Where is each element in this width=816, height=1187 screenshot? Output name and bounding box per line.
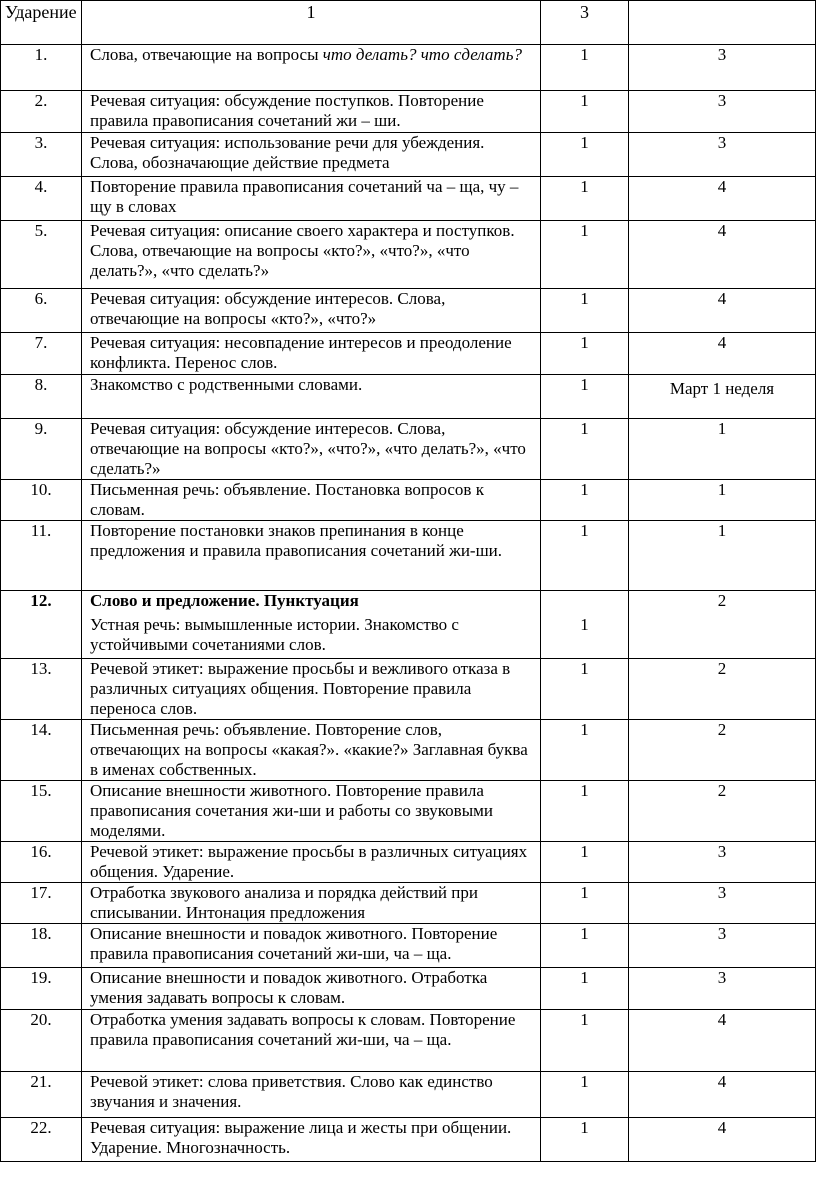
row-topic [82, 133, 541, 177]
row-week: 3 [629, 968, 816, 1010]
table-row-section [1, 591, 816, 659]
row-topic [82, 480, 541, 521]
row-week: 4 [629, 333, 816, 375]
table-row [1, 375, 816, 419]
row-number: 9. [1, 419, 82, 480]
row-hours: 1 [541, 177, 629, 221]
table-row [1, 1118, 816, 1162]
row-hours: 1 [541, 221, 629, 289]
topic-text: Повторение правила правописания сочетаний ча – ща, чу – щу в словах [90, 177, 519, 216]
table-row [1, 521, 816, 591]
row-hours: 1 [541, 924, 629, 968]
row-week: Март 1 неделя [629, 375, 816, 419]
row-number: 20. [1, 1010, 82, 1072]
table-row [1, 1010, 816, 1072]
row-topic: Речевой этикет: выражение просьбы в различных ситуациях общения. Ударение. [82, 842, 541, 883]
topic-text: Речевая ситуация: использование речи для убеждения. Слова, обозначающие действие предмета [90, 133, 485, 172]
row-number: 2. [1, 91, 82, 133]
row-week: 4 [629, 289, 816, 333]
table-row [1, 659, 816, 720]
row-hours: 1 [541, 1010, 629, 1072]
row-number: 13. [1, 659, 82, 720]
row-number: 15. [1, 781, 82, 842]
row-week: 4 [629, 177, 816, 221]
section-heading: Слово и предложение. Пунктуация [90, 591, 359, 610]
row-hours: 1 [541, 720, 629, 781]
table-row [1, 1072, 816, 1118]
row-number: 7. [1, 333, 82, 375]
table-row [1, 883, 816, 924]
row-hours: 1 [541, 659, 629, 720]
table-row [1, 133, 816, 177]
row-hours: 1 [541, 883, 629, 924]
row-hours: 1 [541, 333, 629, 375]
header-label: Ударение [5, 2, 77, 22]
row-week: 2 [629, 659, 816, 720]
header-label: 1 [306, 2, 316, 22]
table-row [1, 968, 816, 1010]
topic-text: Речевая ситуация: несовпадение интересов и преодоление конфликта. Перенос слов. [90, 333, 512, 372]
row-topic [82, 91, 541, 133]
row-week: 1 [629, 521, 816, 591]
row-week: 3 [629, 924, 816, 968]
row-hours: 1 [541, 133, 629, 177]
row-hours: 1 [541, 1072, 629, 1118]
row-number: 1. [1, 45, 82, 91]
row-week: 2 [629, 720, 816, 781]
topic-text: Слова, отвечающие на вопросы [90, 45, 323, 64]
topic-emphasis: что делать? что сделать? [322, 45, 522, 64]
row-hours: 1 [541, 289, 629, 333]
row-hours: 1 [541, 968, 629, 1010]
header-cell-empty [629, 1, 816, 45]
row-number: 11. [1, 521, 82, 591]
row-week: 1 [629, 419, 816, 480]
header-cell-3 [541, 1, 629, 45]
header-row [1, 1, 816, 45]
topic-text: Речевая ситуация: описание своего характера и поступков. Слова, отвечающие на вопросы «кто?», «что?», «что делать?», «что сделать?» [90, 221, 515, 280]
row-topic: Описание внешности и повадок животного. Повторение правила правописания сочетаний жи-ши, ча – ща. [82, 924, 541, 968]
row-week: 2 [629, 591, 816, 659]
row-topic [82, 419, 541, 480]
table-row [1, 781, 816, 842]
table-row [1, 842, 816, 883]
row-number: 18. [1, 924, 82, 968]
row-number: 4. [1, 177, 82, 221]
row-number: 19. [1, 968, 82, 1010]
row-hours: 1 [541, 375, 629, 419]
row-week: 3 [629, 91, 816, 133]
table-row [1, 289, 816, 333]
topic-text: Речевая ситуация: обсуждение интересов. Слова, отвечающие на вопросы «кто?», «что?» [90, 289, 446, 328]
table-row [1, 177, 816, 221]
row-week: 4 [629, 1072, 816, 1118]
row-number: 14. [1, 720, 82, 781]
table-row [1, 480, 816, 521]
topic-text: Устная речь: вымышленные истории. Знакомство с устойчивыми сочетаниями слов. [90, 615, 459, 654]
row-hours: 1 [541, 419, 629, 480]
table-row [1, 221, 816, 289]
table-row [1, 91, 816, 133]
topic-text: Повторение постановки знаков препинания в конце предложения и правила правописания сочетаний жи-ши. [90, 521, 503, 560]
row-topic [82, 521, 541, 591]
row-hours: 1 [541, 91, 629, 133]
table-row [1, 45, 816, 91]
row-topic: Письменная речь: объявление. Повторение слов, отвечающих на вопросы «какая?». «какие?» Заглавная буква в именах собственных. [82, 720, 541, 781]
row-topic: Речевой этикет: выражение просьбы и вежливого отказа в различных ситуациях общения. Повторение правила переноса слов. [82, 659, 541, 720]
row-number: 17. [1, 883, 82, 924]
row-number: 10. [1, 480, 82, 521]
row-topic: Речевая ситуация: выражение лица и жесты при общении. Ударение. Многозначность. [82, 1118, 541, 1162]
row-number: 21. [1, 1072, 82, 1118]
row-number: 3. [1, 133, 82, 177]
row-number: 5. [1, 221, 82, 289]
table-row [1, 720, 816, 781]
row-hours: 1 [541, 1118, 629, 1162]
row-week: 3 [629, 133, 816, 177]
topic-text: Письменная речь: объявление. Постановка вопросов к словам. [90, 480, 484, 519]
topic-text: Знакомство с родственными словами. [90, 375, 363, 394]
table-row [1, 333, 816, 375]
row-number: 16. [1, 842, 82, 883]
row-week: 3 [629, 45, 816, 91]
row-week: 4 [629, 1118, 816, 1162]
header-cell-1 [82, 1, 541, 45]
row-hours: 1 [541, 45, 629, 91]
table-row [1, 924, 816, 968]
topic-text: Речевая ситуация: обсуждение поступков. Повторение правила правописания сочетаний жи – ши. [90, 91, 484, 130]
row-topic [82, 221, 541, 289]
row-topic: Описание внешности животного. Повторение правила правописания сочетания жи-ши и работы со звуковыми моделями. [82, 781, 541, 842]
row-number: 12. [1, 591, 82, 659]
row-topic: Речевой этикет: слова приветствия. Слово как единство звучания и значения. [82, 1072, 541, 1118]
row-topic [82, 333, 541, 375]
row-topic: Отработка звукового анализа и порядка действий при списывании. Интонация предложения [82, 883, 541, 924]
header-label: 3 [580, 2, 589, 22]
row-week: 3 [629, 883, 816, 924]
header-cell-stress [1, 1, 82, 45]
row-hours: 1 [541, 480, 629, 521]
row-hours: 1 [541, 842, 629, 883]
row-topic [82, 289, 541, 333]
row-hours: 1 [541, 521, 629, 591]
row-number: 8. [1, 375, 82, 419]
row-week: 2 [629, 781, 816, 842]
row-topic [82, 45, 541, 91]
row-topic [82, 591, 541, 659]
table-row [1, 419, 816, 480]
row-hours: 1 [541, 781, 629, 842]
row-week: 1 [629, 480, 816, 521]
topic-text: Речевая ситуация: обсуждение интересов. Слова, отвечающие на вопросы «кто?», «что?», «что делать?», «что сделать?» [90, 419, 526, 478]
row-hours: 1 [541, 591, 629, 659]
row-topic [82, 375, 541, 419]
row-topic [82, 177, 541, 221]
row-topic: Отработка умения задавать вопросы к словам. Повторение правила правописания сочетаний жи-ши, ча – ща. [82, 1010, 541, 1072]
row-topic: Описание внешности и повадок животного. Отработка умения задавать вопросы к словам. [82, 968, 541, 1010]
row-week: 4 [629, 1010, 816, 1072]
row-week: 4 [629, 221, 816, 289]
row-number: 22. [1, 1118, 82, 1162]
row-number: 6. [1, 289, 82, 333]
row-week: 3 [629, 842, 816, 883]
